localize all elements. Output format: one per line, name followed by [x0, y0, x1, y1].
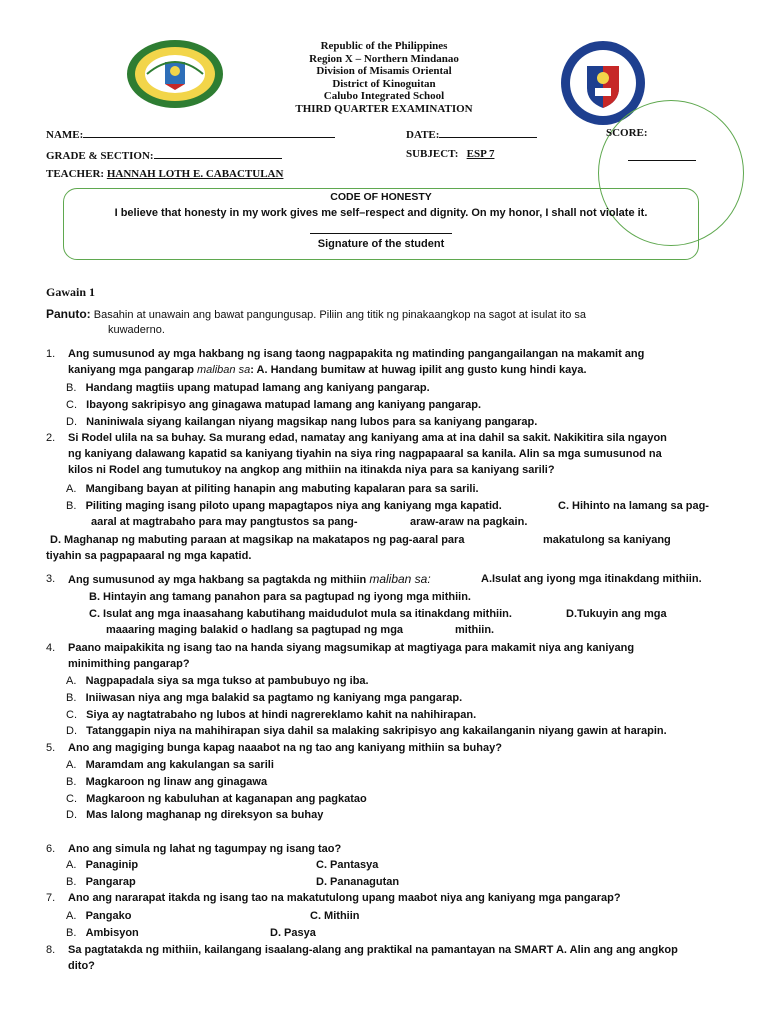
- choice-letter: B.: [66, 876, 77, 888]
- choice-text: Handang magtiis upang matupad lamang ang kaniyang pangarap.: [85, 382, 430, 394]
- choice-c-cont: aaral at magtrabaho para may pangtustos sa pang-: [91, 516, 358, 528]
- choice-d-cont: tiyahin sa pagpapaaral ng mga kapatid.: [46, 550, 252, 562]
- choice-a[interactable]: [66, 757, 274, 774]
- choice-letter: A.: [66, 675, 77, 687]
- question-text: Ang sumusunod ay mga hakbang ng isang taong nagpapakita ng matinding pangangailangan na makamit ang: [68, 348, 645, 360]
- directions-text-cont: kuwaderno.: [108, 324, 165, 336]
- question-text-part: Ang sumusunod ay mga hakbang sa pagtakda ng mithiin: [68, 574, 367, 586]
- choice-c[interactable]: C. Isulat ang mga inaasahang kabutihang maidudulot mula sa itinakdang mithiin.: [89, 608, 512, 620]
- question-number: 2.: [46, 432, 56, 444]
- header-line: District of Kinoguitan: [332, 77, 436, 90]
- question-text: Ano ang nararapat itakda ng isang tao na makatutulong upang maabot niya ang kaniyang mga pangarap?: [68, 892, 621, 904]
- choice-letter: B.: [66, 692, 77, 704]
- choice-letter: B.: [66, 927, 77, 939]
- date-field: [406, 127, 537, 141]
- question-text: Sa pagtatakda ng mithiin, kailangang isaalang-alang ang praktikal na pamantayan na SMART A. Alin ang ang angkop: [68, 944, 678, 956]
- choice-text: Pangako: [85, 910, 132, 922]
- choice-letter: A.: [66, 910, 77, 922]
- name-field: [46, 127, 335, 141]
- choice-d-cont: maaaring maging balakid o hadlang sa pagtupad ng mga: [106, 624, 404, 636]
- choice-d[interactable]: D. Pasya: [270, 927, 316, 939]
- choice-text: Piliting maging isang piloto upang mapagtapos niya ang kaniyang mga kapatid.: [85, 500, 502, 512]
- choice-b[interactable]: [66, 925, 139, 942]
- question-text: minimithing pangarap?: [68, 658, 190, 670]
- choice-letter: C.: [66, 709, 77, 721]
- choice-b[interactable]: [66, 774, 267, 791]
- choice-d[interactable]: D.Tukuyin ang mga: [566, 608, 667, 620]
- header-line: Division of Misamis Oriental: [316, 65, 452, 78]
- signature-label: Signature of the student: [317, 238, 445, 250]
- question-emphasis: maliban sa: [197, 364, 251, 376]
- question-number: 1.: [46, 348, 56, 360]
- choice-letter: A.: [66, 859, 77, 871]
- grade-line[interactable]: [154, 148, 282, 159]
- question-text: dito?: [68, 960, 95, 972]
- grade-field: [46, 148, 282, 162]
- subject-value: ESP 7: [466, 148, 495, 160]
- choice-letter: C.: [66, 399, 77, 411]
- question-number: 6.: [46, 843, 56, 855]
- teacher-name: HANNAH LOTH E. CABACTULAN: [106, 168, 284, 180]
- directions-text: Basahin at unawain ang bawat pangungusap. Piliin ang titik ng pinakaangkop na sagot at isulat ito sa: [93, 309, 587, 321]
- choice-b[interactable]: B. Hintayin ang tamang panahon para sa pagtupad ng iyong mga mithiin.: [89, 591, 471, 603]
- choice-text: Iniiwasan niya ang mga balakid sa pagtamo ng kaniyang mga pangarap.: [85, 692, 463, 704]
- teacher-label: TEACHER:: [46, 168, 105, 180]
- header-line: THIRD QUARTER EXAMINATION: [295, 102, 473, 115]
- choice-d[interactable]: D. Maghanap ng mabuting paraan at magsikap na makatapos ng pag-aaral para: [50, 534, 465, 546]
- choice-letter: D.: [66, 416, 77, 428]
- choice-c[interactable]: [66, 791, 367, 808]
- header-line: Calubo Integrated School: [323, 90, 445, 103]
- choice-text: Ibayong sakripisyo ang ginagawa matupad lamang ang kaniyang pangarap.: [86, 399, 482, 411]
- choice-text: Tatanggapin niya na mahihirapan siya dahil sa malaking sakripisyo ang kakailanganin niyang gawin at harapin.: [86, 725, 667, 737]
- signature-line[interactable]: [310, 233, 452, 234]
- choice-letter: D.: [66, 725, 77, 737]
- score-line[interactable]: [628, 150, 696, 161]
- choice-letter: B.: [66, 500, 77, 512]
- choice-d[interactable]: [66, 414, 537, 431]
- choice-a[interactable]: [66, 857, 138, 874]
- date-line[interactable]: [439, 127, 537, 138]
- name-label: NAME:: [46, 129, 84, 141]
- choice-text: Ambisyon: [85, 927, 139, 939]
- header-line: Republic of the Philippines: [320, 40, 448, 52]
- choice-c[interactable]: C. Mithiin: [310, 910, 360, 922]
- question-text: Si Rodel ulila na sa buhay. Sa murang edad, namatay ang kaniyang ama at ina dahil sa sakit. Nakikitira sila ngayon: [68, 432, 667, 444]
- choice-c[interactable]: [66, 707, 476, 724]
- code-of-honesty-box: [63, 188, 699, 260]
- choice-b[interactable]: [66, 690, 462, 707]
- choice-a[interactable]: [66, 481, 479, 498]
- honesty-statement: I believe that honesty in my work gives me self–respect and dignity. On my honor, I shall not violate it.: [114, 207, 648, 219]
- choice-d-cont: makatulong sa kaniyang: [543, 534, 671, 546]
- choice-text: Magkaroon ng kabuluhan at kaganapan ang pagkatao: [86, 793, 367, 805]
- choice-a[interactable]: [66, 673, 369, 690]
- choice-text: Nagpapadala siya sa mga tukso at pambubuyo ng iba.: [85, 675, 369, 687]
- choice-letter: D.: [66, 809, 77, 821]
- choice-text: Magkaroon ng linaw ang ginagawa: [85, 776, 268, 788]
- question-text: kilos ni Rodel ang tumutukoy na angkop ang mithiin na itinakda niya para sa kaniyang sarili?: [68, 464, 555, 476]
- choice-letter: C.: [66, 793, 77, 805]
- choice-letter: A.: [66, 483, 77, 495]
- question-number: 5.: [46, 742, 56, 754]
- activity-title: Gawain 1: [46, 285, 96, 299]
- choice-c[interactable]: C. Hihinto na lamang sa pag-: [558, 500, 709, 512]
- subject-label: SUBJECT:: [406, 148, 459, 160]
- date-label: DATE:: [406, 129, 440, 141]
- question-text: [68, 571, 431, 589]
- question-text: Ano ang magiging bunga kapag naaabot na ng tao ang kaniyang mithiin sa buhay?: [68, 742, 502, 754]
- choice-letter: B.: [66, 776, 77, 788]
- question-text: Ano ang simula ng lahat ng tagumpay ng isang tao?: [68, 843, 342, 855]
- question-number: 7.: [46, 892, 56, 904]
- subject-field: [406, 148, 494, 160]
- choice-b[interactable]: [66, 380, 430, 397]
- question-text: Paano maipakikita ng isang tao na handa siyang magsumikap at magtiyaga para makamit niya ang kaniyang: [68, 642, 635, 654]
- question-text-part: kaniyang mga pangarap: [68, 364, 194, 376]
- choice-c-cont: araw-araw na pagkain.: [410, 516, 528, 528]
- choice-b[interactable]: [66, 498, 502, 515]
- choice-text: Maramdam ang kakulangan sa sarili: [85, 759, 274, 771]
- score-field[interactable]: [628, 148, 696, 166]
- choice-text: Siya ay nagtatrabaho ng lubos at hindi nagrereklamo kahit na nahihirapan.: [86, 709, 477, 721]
- choice-text: Naniniwala siyang kailangan niyang magsikap nang lubos para sa kaniyang pangarap.: [86, 416, 538, 428]
- teacher-field: [46, 168, 283, 180]
- choice-a[interactable]: [66, 908, 131, 925]
- question-number: 4.: [46, 642, 56, 654]
- choice-text: Mangibang bayan at piliting hanapin ang mabuting kapalaran para sa sarili.: [85, 483, 479, 495]
- choice-d[interactable]: D. Pananagutan: [316, 876, 400, 888]
- choice-c[interactable]: [66, 397, 481, 414]
- score-label: SCORE:: [606, 127, 648, 139]
- choice-d[interactable]: [66, 807, 323, 824]
- question-number: 8.: [46, 944, 56, 956]
- choice-d[interactable]: [66, 723, 667, 740]
- question-text: [68, 362, 587, 379]
- grade-label: GRADE & SECTION:: [46, 150, 154, 162]
- choice-a[interactable]: A.Isulat ang iyong mga itinakdang mithiin.: [481, 573, 702, 585]
- choice-b[interactable]: [66, 874, 136, 891]
- question-text: ng kaniyang dalawang kapatid sa kaniyang tiyahin na siya ring nagpapaaral sa kanila. Alin sa mga sumusunod na: [68, 448, 662, 460]
- choice-text: Panaginip: [85, 859, 139, 871]
- choice-d-cont: mithiin.: [455, 624, 495, 636]
- choice-letter: A.: [66, 759, 77, 771]
- question-emphasis: maliban sa:: [369, 572, 431, 586]
- name-line[interactable]: [83, 127, 335, 138]
- choice-text: Pangarap: [85, 876, 136, 888]
- question-number: 3.: [46, 573, 56, 585]
- choice-text: Mas lalong maghanap ng direksyon sa buhay: [86, 809, 324, 821]
- choice-c[interactable]: C. Pantasya: [316, 859, 379, 871]
- honesty-title: CODE OF HONESTY: [330, 191, 432, 203]
- header-line: Region X – Northern Mindanao: [309, 52, 459, 65]
- directions-label: Panuto:: [46, 307, 91, 321]
- choice-letter: B.: [66, 382, 77, 394]
- choice-a[interactable]: : A. Handang bumitaw at huwag ipilit ang gusto kung hindi kaya.: [250, 364, 587, 376]
